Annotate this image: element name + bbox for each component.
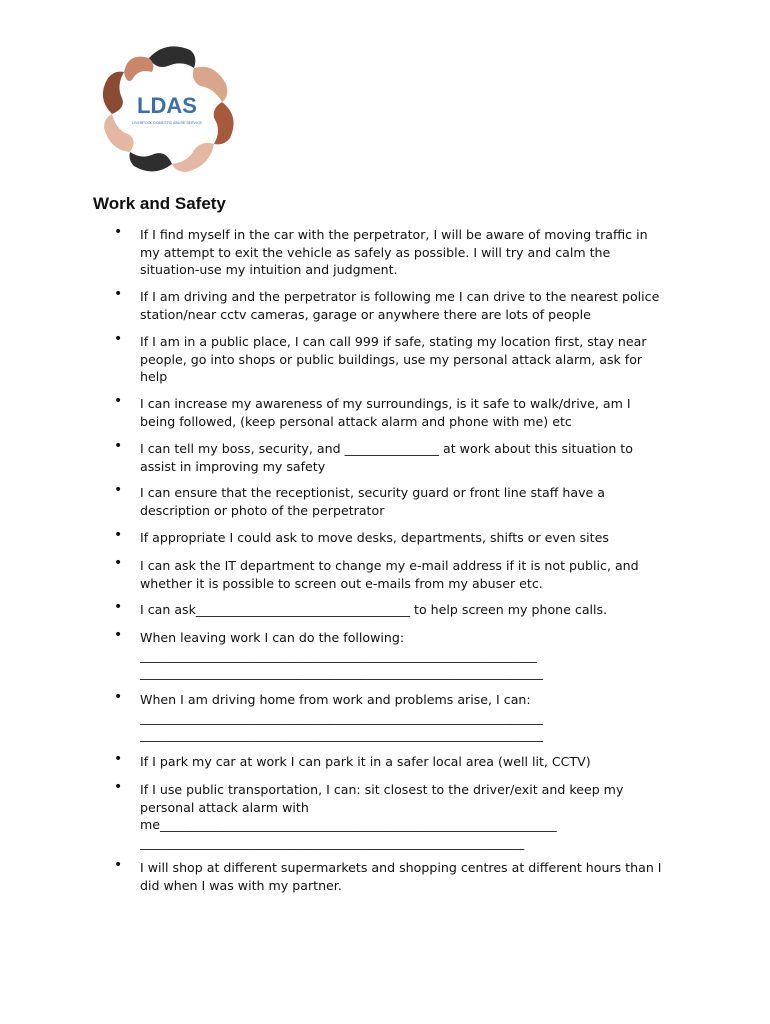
logo-text: LDAS — [137, 93, 197, 118]
bullet-icon: • — [114, 627, 123, 643]
bullet-icon: • — [114, 527, 123, 543]
list-item-line: me_______________________________________________________________ — [140, 817, 557, 832]
list-item-text — [140, 629, 680, 682]
bullet-icon: • — [114, 331, 123, 347]
list-item-line: _____________________________________________________________ — [140, 834, 525, 850]
list-item-line: assist in improving my safety — [140, 458, 326, 474]
bullet-icon: • — [114, 286, 123, 302]
list-item-text — [140, 395, 680, 430]
bullet-icon: • — [114, 555, 123, 571]
page-title: Work and Safety — [93, 194, 226, 213]
list-item-text — [140, 440, 680, 475]
list-item-line: If I am in a public place, I can call 999 if safe, stating my location first, stay near — [140, 334, 647, 349]
list-item-line: If I park my car at work I can park it in a safer local area (well lit, CCTV) — [140, 754, 591, 769]
list-item-text — [140, 601, 680, 619]
list-item-text — [140, 691, 680, 744]
list-item-line: ________________________________________________________________ — [140, 727, 543, 742]
list-item-line: I can tell my boss, security, and _______________ at work about this situation to — [140, 441, 633, 456]
list-item-line: If I find myself in the car with the perpetrator, I will be aware of moving traffic in — [140, 227, 648, 242]
bullet-icon: • — [114, 779, 123, 795]
list-item-line: whether it is possible to screen out e-mails from my abuser etc. — [140, 575, 543, 591]
list-item-text — [140, 288, 680, 323]
list-item-line: situation-use my intuition and judgment. — [140, 262, 398, 277]
list-item-line: station/near cctv cameras, garage or anywhere there are lots of people — [140, 306, 591, 322]
list-item-text — [140, 753, 680, 771]
list-item-text — [140, 781, 680, 851]
list-item-text — [140, 529, 680, 547]
bullet-icon: • — [114, 224, 123, 240]
bullet-icon: • — [114, 857, 123, 873]
bullet-icon: • — [114, 482, 123, 498]
list-item-line: did when I was with my partner. — [140, 877, 342, 893]
list-item-line: personal attack alarm with — [140, 799, 309, 815]
list-item-line: If I use public transportation, I can: sit closest to the driver/exit and keep my — [140, 782, 624, 797]
list-item-line: I can ensure that the receptionist, security guard or front line staff have a — [140, 485, 605, 500]
list-item-line: When leaving work I can do the following: — [140, 630, 405, 645]
bullet-icon: • — [114, 751, 123, 767]
list-item-line: _______________________________________________________________ — [140, 647, 537, 663]
list-item-line: If appropriate I could ask to move desks, departments, shifts or even sites — [140, 530, 609, 545]
list-item-line: I can ask the IT department to change my e-mail address if it is not public, and — [140, 558, 639, 573]
bullet-icon: • — [114, 393, 123, 409]
list-item-line: help — [140, 369, 168, 384]
list-item-line: I can increase my awareness of my surroundings, is it safe to walk/drive, am I — [140, 396, 631, 411]
list-item-text — [140, 484, 680, 519]
list-item-line: description or photo of the perpetrator — [140, 502, 385, 518]
list-item-line: people, go into shops or public buildings, use my personal attack alarm, ask for — [140, 351, 643, 367]
list-item-text — [140, 859, 680, 894]
list-item-line: ________________________________________________________________ — [140, 709, 543, 725]
bullet-icon: • — [114, 599, 123, 615]
bullet-icon: • — [114, 689, 123, 705]
list-item-line: I will shop at different supermarkets and shopping centres at different hours than I — [140, 860, 662, 875]
list-item-line: my attempt to exit the vehicle as safely as possible. I will try and calm the — [140, 244, 611, 260]
list-item-line: ________________________________________________________________ — [140, 665, 543, 680]
list-item-line: being followed, (keep personal attack alarm and phone with me) etc — [140, 413, 572, 429]
list-item-text — [140, 226, 680, 279]
ldas-logo — [94, 40, 240, 178]
bullet-icon: • — [114, 438, 123, 454]
list-item-line: I can ask__________________________________ to help screen my phone calls. — [140, 602, 608, 617]
list-item-text — [140, 333, 680, 386]
list-item-text — [140, 557, 680, 592]
list-item-line: If I am driving and the perpetrator is following me I can drive to the nearest police — [140, 289, 660, 304]
logo-subtitle: LIVERPOOL DOMESTIC ABUSE SERVICE — [132, 121, 202, 125]
list-item-line: When I am driving home from work and problems arise, I can: — [140, 692, 531, 707]
